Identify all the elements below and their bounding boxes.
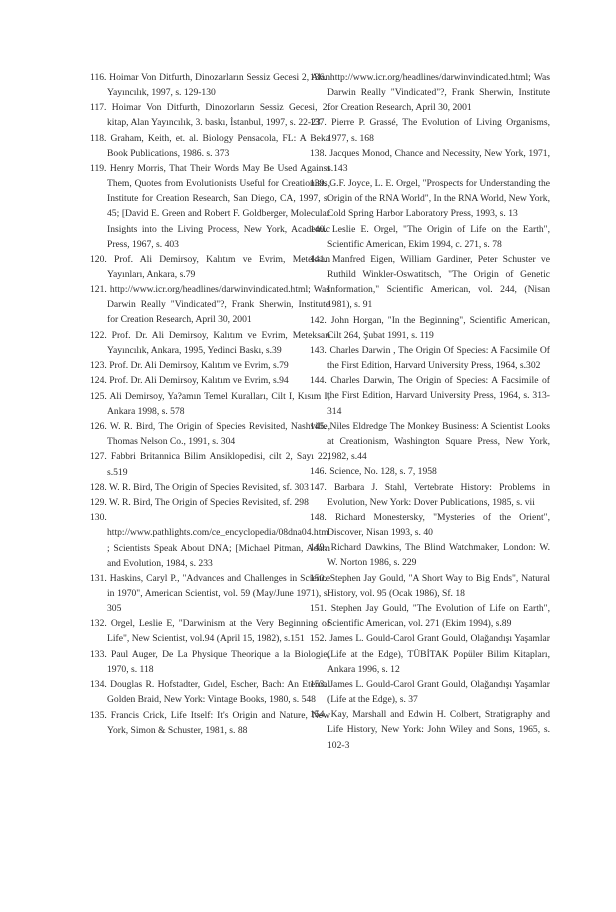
reference-entry: 145. Niles Eldredge The Monkey Business: A Scientist Looks at Creationism, Washington Square Press, New York, 1982, s.44 <box>310 420 550 463</box>
reference-entry: 152. James L. Gould-Carol Grant Gould, Olağandışı Yaşamlar (Life at the Edge), TÜBİTAK Popüler Bilim Kitapları, Ankara 1996, s. 12 <box>310 633 550 675</box>
reference-entry: 116. Hoimar Von Ditfurth, Dinozarların Sessiz Gecesi 2, Alan Yayıncılık, 1997, s. 129-130 <box>90 72 330 99</box>
reference-entry: 132. Orgel, Leslie E, "Darwinism at the Very Beginning of Life", New Scientist, vol.94 (April 15, 1982), s.151 <box>90 618 330 645</box>
reference-entry: 118. Graham, Keith, et. al. Biology Pensacola, FL: A Beka Book Publications, 1986. s. 373 <box>90 132 330 159</box>
reference-entry: 148. Richard Monestersky, "Mysteries of the Orient", Discover, Nisan 1993, s. 40 <box>310 511 550 539</box>
reference-entry: 130. http://www.pathlights.com/ce_encyclopedia/08dna04.htm; Scientists Speak About DNA; [Michael Pitman, Adam and Evolution, 1984, s. 233 <box>90 512 330 569</box>
reference-entry: 154. Kay, Marshall and Edwin H. Colbert, Stratigraphy and Life History, New York: John Wiley and Sons, 1965, s. 102-3 <box>310 709 550 751</box>
reference-entry: 142. John Horgan, "In the Beginning", Scientific American, Cilt 264, Şubat 1991, s. 119 <box>310 314 550 341</box>
reference-entry: 122. Prof. Dr. Ali Demirsoy, Kalıtım ve Evrim, Meteksan Yayıncılık, Ankara, 1995, Yedinci Baskı, s.39 <box>90 329 330 356</box>
reference-entry: 135. Francis Crick, Life Itself: It's Origin and Nature, New York, Simon & Schuster, 1981, s. 88 <box>90 709 330 736</box>
reference-entry: 150. Stephen Jay Gould, "A Short Way to Big Ends", Natural History, vol. 95 (Ocak 1986), Sf. 18 <box>310 572 550 599</box>
reference-entry: 147. Barbara J. Stahl, Vertebrate History: Problems in Evolution, New York: Dover Publications, 1985, s. vii <box>310 481 550 508</box>
reference-entry: 141. Manfred Eigen, William Gardiner, Peter Schuster ve Ruthild Winkler-Oswatitsch, "The Origin of Genetic Information," Scientific American, vol. 244, (Nisan 1981), s. 91 <box>310 254 550 311</box>
reference-entry: 121. http://www.icr.org/headlines/darwinvindicated.html; Was Darwin Really "Vindicated"?, Frank Sherwin, Institute for Creation Research, April 30, 2001 <box>90 284 330 326</box>
references-right-column <box>310 70 550 753</box>
reference-entry: 149. Richard Dawkins, The Blind Watchmaker, London: W. W. Norton 1986, s. 229 <box>310 542 550 569</box>
reference-entry: 127. Fabbri Britannica Bilim Ansiklopedisi, cilt 2, Sayı 22, s.519 <box>90 451 330 478</box>
reference-entry: 129. W. R. Bird, The Origin of Species Revisited, sf. 298 <box>90 497 309 509</box>
reference-entry: 136. http://www.icr.org/headlines/darwinvindicated.html; Was Darwin Really "Vindicated"?, Frank Sherwin, Institute for Creation Research, April 30, 2001 <box>310 72 550 114</box>
reference-entry: 123. Prof. Dr. Ali Demirsoy, Kalıtım ve Evrim, s.79 <box>90 360 289 372</box>
reference-entry: 120. Prof. Ali Demirsoy, Kalıtım ve Evrim, Meteksan Yayınları, Ankara, s.79 <box>90 253 330 280</box>
reference-entry: 146. Science, No. 128, s. 7, 1958 <box>310 466 437 478</box>
reference-entry: 124. Prof. Dr. Ali Demirsoy, Kalıtım ve Evrim, s.94 <box>90 375 289 387</box>
reference-entry: 144. Charles Darwin, The Origin of Species: A Facsimile of the First Edition, Harvard University Press, 1964, s. 313-314 <box>310 375 550 417</box>
references-left-column <box>90 70 330 738</box>
reference-entry: 143. Charles Darwin , The Origin Of Species: A Facsimile Of the First Edition, Harvard University Press, 1964, s.302 <box>310 345 550 372</box>
reference-entry: 140. Leslie E. Orgel, "The Origin of Life on the Earth", Scientific American, Ekim 1994, c. 271, s. 78 <box>310 223 550 250</box>
reference-entry: 119. Henry Morris, That Their Words May Be Used Against Them, Quotes from Evolutionists Useful for Creationists, Institute for Creation Research, San Diego, CA, 1997, s. 45; [David E. Green and Robert F. Goldberger, Molecular Insights into the Living Process, New York, Academic Press, 1967, s. 403 <box>90 163 330 250</box>
reference-entry: 133. Paul Auger, De La Physique Theorique a la Biologie, 1970, s. 118 <box>90 648 330 675</box>
reference-entry: 125. Ali Demirsoy, Ya?amın Temel Kuralları, Cilt I, Kısım I, Ankara 1998, s. 578 <box>90 390 330 417</box>
reference-entry: 128. W. R. Bird, The Origin of Species Revisited, sf. 303 <box>90 481 309 493</box>
reference-entry: 138. Jacques Monod, Chance and Necessity, New York, 1971, s.143 <box>310 147 550 174</box>
reference-entry: 126. W. R. Bird, The Origin of Species Revisited, Nashville, Thomas Nelson Co., 1991, s. 304 <box>90 421 330 448</box>
reference-entry: 131. Haskins, Caryl P., "Advances and Challenges in Science in 1970", American Scientist, vol. 59 (May/June 1971), s. 305 <box>90 572 330 615</box>
reference-entry: 139. G.F. Joyce, L. E. Orgel, "Prospects for Understanding the Origin of the RNA World", In the RNA World, New York, Cold Spring Harbor Laboratory Press, 1993, s. 13 <box>310 178 550 220</box>
reference-entry: 137. Pierre P. Grassé, The Evolution of Living Organisms, 1977, s. 168 <box>310 117 550 144</box>
reference-entry: 134. Douglas R. Hofstadter, Gıdel, Escher, Bach: An Eternal Golden Braid, New York: Vintage Books, 1980, s. 548 <box>90 679 330 706</box>
reference-entry: 153. James L. Gould-Carol Grant Gould, Olağandışı Yaşamlar (Life at the Edge), s. 37 <box>310 678 550 706</box>
reference-entry: 151. Stephen Jay Gould, "The Evolution of Life on Earth", Scientific American, vol. 271 (Ekim 1994), s.89 <box>310 603 550 630</box>
reference-entry: 117. Hoimar Von Ditfurth, Dinozorların Sessiz Gecesi, 2. kitap, Alan Yayıncılık, 3. baskı, İstanbul, 1997, s. 22-23 <box>90 102 330 129</box>
